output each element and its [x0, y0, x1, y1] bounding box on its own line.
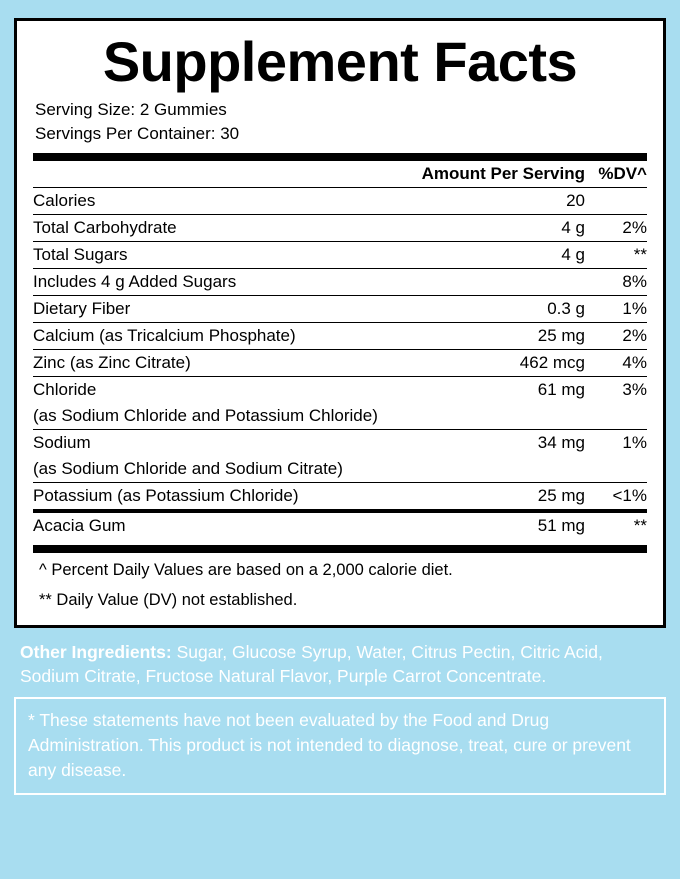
divider-thick-top [33, 153, 647, 161]
table-row [33, 188, 647, 215]
table-row [33, 350, 647, 377]
table-row [33, 377, 647, 404]
row-amount: 20 [422, 188, 585, 215]
row-name: Dietary Fiber [33, 296, 422, 323]
row-amount: 462 mcg [422, 350, 585, 377]
row-name: Chloride [33, 377, 422, 404]
table-row [33, 242, 647, 269]
row-name: Calories [33, 188, 422, 215]
page-title: Supplement Facts [102, 30, 578, 93]
row-name: (as Sodium Chloride and Sodium Citrate) [33, 459, 343, 479]
row-amount: 25 mg [422, 323, 585, 350]
header-dv: %DV^ [598, 164, 647, 184]
row-name: Potassium (as Potassium Chloride) [33, 483, 422, 510]
row-dv: ** [585, 242, 647, 269]
row-dv: 4% [585, 350, 647, 377]
table-row [33, 215, 647, 242]
row-dv: 3% [585, 377, 647, 404]
serving-size: Serving Size: 2 Gummies [35, 99, 227, 119]
row-name: (as Sodium Chloride and Potassium Chloride) [33, 406, 378, 426]
row-dv: 8% [585, 269, 647, 296]
table-row [33, 483, 647, 510]
row-dv [585, 188, 647, 215]
row-amount: 4 g [422, 215, 585, 242]
row-name: Includes 4 g Added Sugars [33, 269, 422, 296]
row-dv: 2% [585, 215, 647, 242]
row-dv: 1% [585, 430, 647, 457]
divider-thick-bottom [33, 545, 647, 553]
row-amount: 51 mg [537, 516, 585, 536]
table-row-subnote [33, 403, 647, 430]
servings-per-container: Servings Per Container: 30 [35, 124, 240, 144]
row-name: Sodium [33, 430, 422, 457]
table-row-subnote [33, 456, 647, 483]
table-row [33, 296, 647, 323]
header-amount-per-serving: Amount Per Serving [421, 164, 585, 184]
other-ingredients-heading: Other Ingredients: [20, 641, 172, 662]
row-name: Total Carbohydrate [33, 215, 422, 242]
table-header-row [33, 161, 647, 188]
row-amount: 25 mg [422, 483, 585, 510]
row-dv: 1% [585, 296, 647, 323]
row-name: Zinc (as Zinc Citrate) [33, 350, 422, 377]
row-name: Total Sugars [33, 242, 422, 269]
row-name: Acacia Gum [33, 516, 126, 536]
other-ingredients-text: Sugar, Glucose Syrup, Water, Citrus Pectin, Citric Acid, Sodium Citrate, Fructose Natural Flavor, Purple Carrot Concentrate. [20, 641, 603, 687]
table-row [33, 430, 647, 457]
footnote-daily-values: ^ Percent Daily Values are based on a 2,000 calorie diet. [39, 561, 453, 580]
row-name: Calcium (as Tricalcium Phosphate) [33, 323, 422, 350]
row-amount: 4 g [422, 242, 585, 269]
row-dv: ** [633, 516, 647, 536]
table-row [33, 513, 647, 539]
row-dv: 2% [585, 323, 647, 350]
table-row [33, 323, 647, 350]
fda-disclaimer: * These statements have not been evaluated by the Food and Drug Administration. This product is not intended to diagnose, treat, cure or prevent any disease. [14, 697, 666, 795]
table-row [33, 269, 647, 296]
other-ingredients [14, 628, 666, 698]
row-amount [422, 269, 585, 296]
row-amount: 0.3 g [422, 296, 585, 323]
footnote-dv-not-established: ** Daily Value (DV) not established. [39, 590, 298, 609]
header-spacer [33, 161, 422, 188]
row-dv: <1% [585, 483, 647, 510]
additional-ingredients-table [33, 513, 647, 539]
row-amount: 61 mg [422, 377, 585, 404]
supplement-facts-panel [14, 18, 666, 628]
row-amount: 34 mg [422, 430, 585, 457]
nutrition-table [33, 161, 647, 509]
